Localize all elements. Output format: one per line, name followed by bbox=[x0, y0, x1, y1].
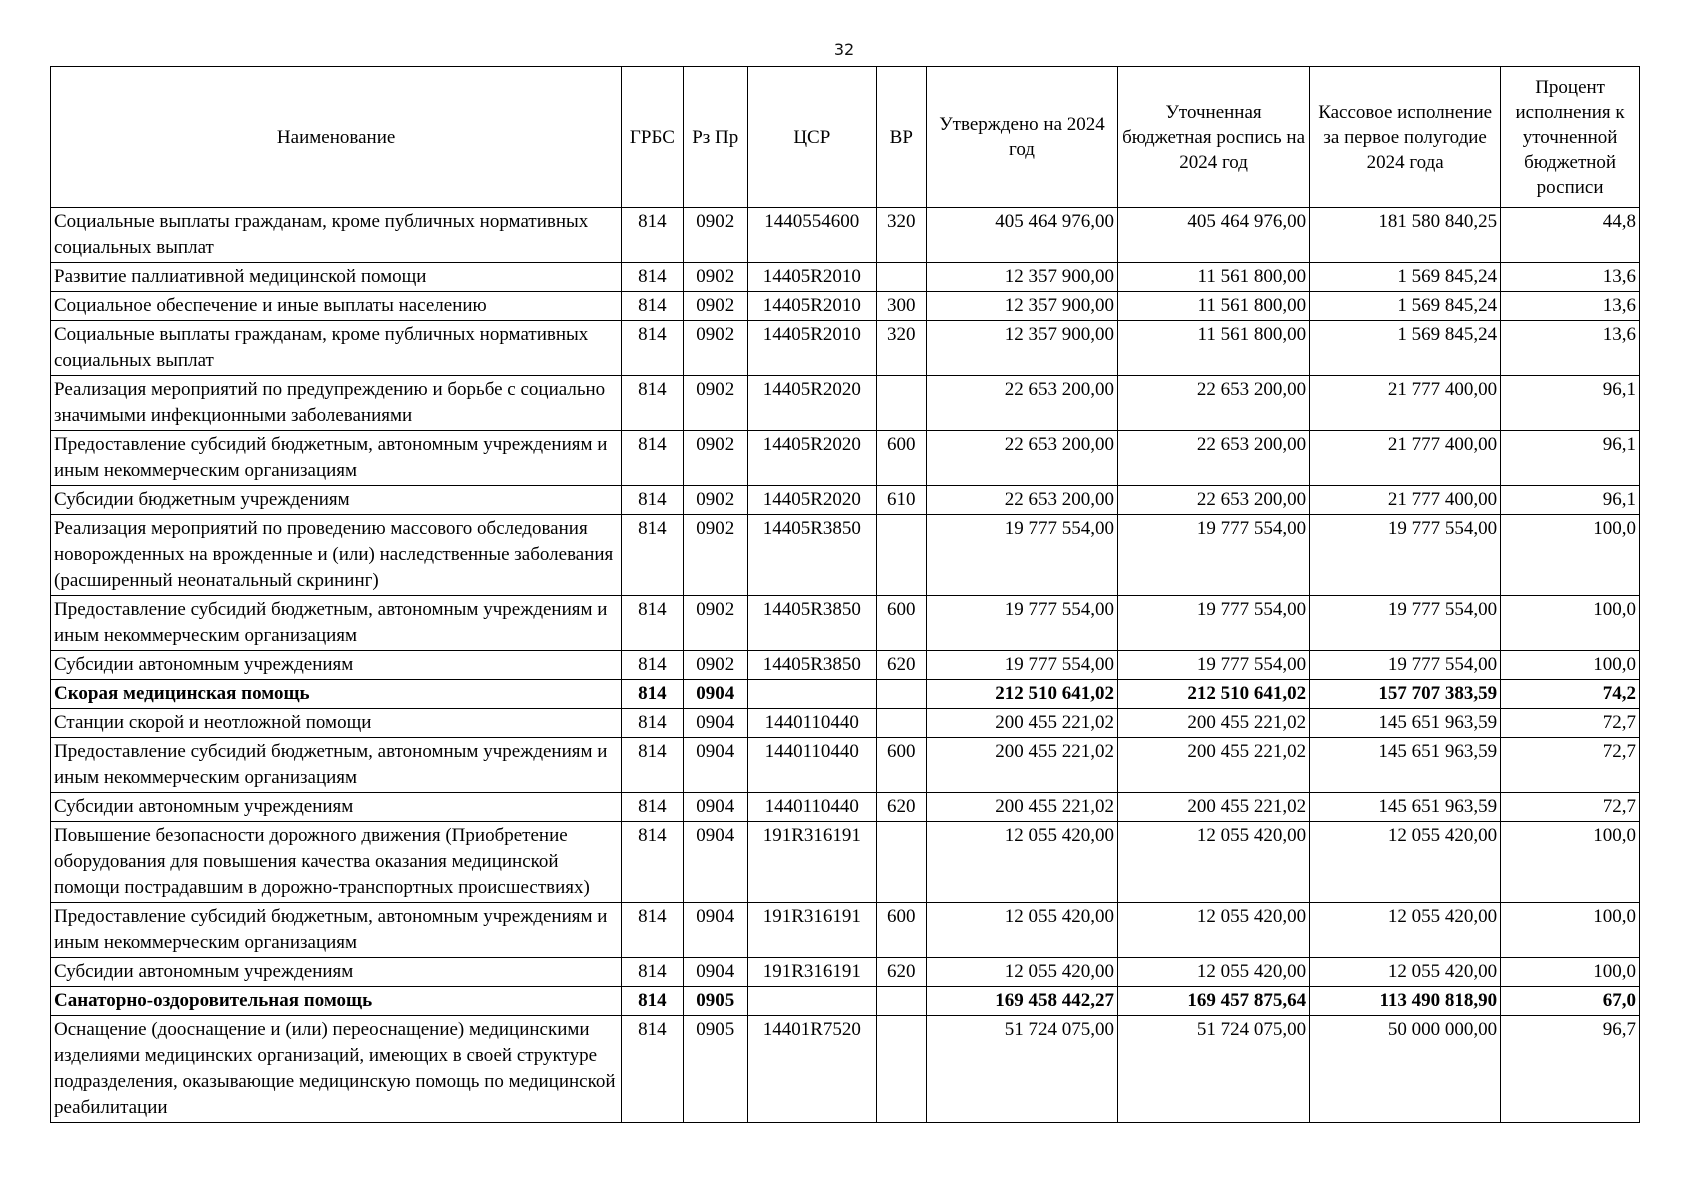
cell-approved: 12 357 900,00 bbox=[926, 292, 1117, 321]
cell-cash: 157 707 383,59 bbox=[1310, 680, 1501, 709]
cell-grbs: 814 bbox=[622, 680, 683, 709]
cell-percent: 96,1 bbox=[1501, 376, 1640, 431]
cell-approved: 12 357 900,00 bbox=[926, 321, 1117, 376]
cell-grbs: 814 bbox=[622, 793, 683, 822]
cell-cash: 21 777 400,00 bbox=[1310, 376, 1501, 431]
cell-cash: 1 569 845,24 bbox=[1310, 263, 1501, 292]
cell-vr bbox=[876, 263, 926, 292]
table-body bbox=[51, 208, 1640, 1123]
cell-csr: 14405R3850 bbox=[747, 515, 876, 596]
cell-grbs: 814 bbox=[622, 208, 683, 263]
cell-approved: 12 055 420,00 bbox=[926, 822, 1117, 903]
cell-approved: 51 724 075,00 bbox=[926, 1016, 1117, 1123]
cell-name: Предоставление субсидий бюджетным, автономным учреждениям и иным некоммерческим организациям bbox=[51, 596, 622, 651]
cell-percent: 100,0 bbox=[1501, 903, 1640, 958]
cell-rzpr: 0904 bbox=[683, 903, 747, 958]
cell-percent: 44,8 bbox=[1501, 208, 1640, 263]
cell-csr: 14405R3850 bbox=[747, 596, 876, 651]
col-header-vr: ВР bbox=[876, 67, 926, 208]
cell-name: Реализация мероприятий по проведению массового обследования новорожденных на врожденные и (или) наследственные заболевания (расширенный неонатальный скрининг) bbox=[51, 515, 622, 596]
cell-rzpr: 0902 bbox=[683, 376, 747, 431]
cell-grbs: 814 bbox=[622, 651, 683, 680]
cell-grbs: 814 bbox=[622, 596, 683, 651]
cell-percent: 72,7 bbox=[1501, 738, 1640, 793]
col-header-refined: Уточненная бюджетная роспись на 2024 год bbox=[1118, 67, 1310, 208]
cell-rzpr: 0902 bbox=[683, 431, 747, 486]
cell-cash: 19 777 554,00 bbox=[1310, 651, 1501, 680]
cell-vr: 600 bbox=[876, 596, 926, 651]
cell-name: Субсидии автономным учреждениям bbox=[51, 958, 622, 987]
cell-name: Субсидии автономным учреждениям bbox=[51, 651, 622, 680]
cell-percent: 74,2 bbox=[1501, 680, 1640, 709]
cell-rzpr: 0902 bbox=[683, 208, 747, 263]
cell-csr: 14405R2020 bbox=[747, 376, 876, 431]
cell-approved: 405 464 976,00 bbox=[926, 208, 1117, 263]
cell-vr bbox=[876, 680, 926, 709]
cell-name: Субсидии автономным учреждениям bbox=[51, 793, 622, 822]
cell-name: Социальные выплаты гражданам, кроме публичных нормативных социальных выплат bbox=[51, 208, 622, 263]
cell-grbs: 814 bbox=[622, 515, 683, 596]
cell-csr: 14405R2010 bbox=[747, 263, 876, 292]
cell-approved: 19 777 554,00 bbox=[926, 651, 1117, 680]
cell-cash: 50 000 000,00 bbox=[1310, 1016, 1501, 1123]
cell-approved: 169 458 442,27 bbox=[926, 987, 1117, 1016]
cell-grbs: 814 bbox=[622, 903, 683, 958]
cell-rzpr: 0904 bbox=[683, 738, 747, 793]
cell-percent: 100,0 bbox=[1501, 596, 1640, 651]
cell-percent: 96,1 bbox=[1501, 486, 1640, 515]
cell-refined: 19 777 554,00 bbox=[1118, 596, 1310, 651]
table-row bbox=[51, 651, 1640, 680]
cell-rzpr: 0905 bbox=[683, 987, 747, 1016]
cell-rzpr: 0902 bbox=[683, 263, 747, 292]
cell-approved: 19 777 554,00 bbox=[926, 596, 1117, 651]
cell-name: Повышение безопасности дорожного движения (Приобретение оборудования для повышения качества оказания медицинской помощи пострадавшим в дорожно-транспортных происшествиях) bbox=[51, 822, 622, 903]
cell-grbs: 814 bbox=[622, 431, 683, 486]
cell-csr: 14405R3850 bbox=[747, 651, 876, 680]
cell-csr: 191R316191 bbox=[747, 958, 876, 987]
cell-refined: 12 055 420,00 bbox=[1118, 903, 1310, 958]
cell-percent: 100,0 bbox=[1501, 958, 1640, 987]
cell-vr bbox=[876, 1016, 926, 1123]
cell-refined: 200 455 221,02 bbox=[1118, 793, 1310, 822]
table-row bbox=[51, 958, 1640, 987]
cell-vr bbox=[876, 709, 926, 738]
table-row bbox=[51, 431, 1640, 486]
table-row bbox=[51, 263, 1640, 292]
page-number: 32 bbox=[833, 40, 855, 59]
cell-name: Оснащение (дооснащение и (или) переоснащение) медицинскими изделиями медицинских организаций, имеющих в своей структуре подразделения, оказывающие медицинскую помощь по медицинской реабилитации bbox=[51, 1016, 622, 1123]
table-row bbox=[51, 738, 1640, 793]
cell-approved: 212 510 641,02 bbox=[926, 680, 1117, 709]
cell-cash: 21 777 400,00 bbox=[1310, 431, 1501, 486]
cell-csr: 1440110440 bbox=[747, 738, 876, 793]
cell-vr: 620 bbox=[876, 958, 926, 987]
cell-rzpr: 0904 bbox=[683, 822, 747, 903]
cell-rzpr: 0902 bbox=[683, 321, 747, 376]
cell-csr: 14405R2010 bbox=[747, 321, 876, 376]
table-row bbox=[51, 903, 1640, 958]
cell-vr: 320 bbox=[876, 321, 926, 376]
cell-vr: 620 bbox=[876, 793, 926, 822]
cell-grbs: 814 bbox=[622, 1016, 683, 1123]
cell-vr: 320 bbox=[876, 208, 926, 263]
cell-vr bbox=[876, 987, 926, 1016]
cell-refined: 51 724 075,00 bbox=[1118, 1016, 1310, 1123]
cell-cash: 145 651 963,59 bbox=[1310, 738, 1501, 793]
cell-name: Станции скорой и неотложной помощи bbox=[51, 709, 622, 738]
cell-vr: 600 bbox=[876, 903, 926, 958]
cell-refined: 22 653 200,00 bbox=[1118, 486, 1310, 515]
cell-cash: 21 777 400,00 bbox=[1310, 486, 1501, 515]
cell-csr: 191R316191 bbox=[747, 822, 876, 903]
cell-name: Скорая медицинская помощь bbox=[51, 680, 622, 709]
header-row bbox=[51, 67, 1640, 208]
cell-refined: 405 464 976,00 bbox=[1118, 208, 1310, 263]
table-row bbox=[51, 793, 1640, 822]
col-header-name: Наименование bbox=[51, 67, 622, 208]
table-row bbox=[51, 596, 1640, 651]
cell-percent: 100,0 bbox=[1501, 651, 1640, 680]
col-header-approved: Утверждено на 2024 год bbox=[926, 67, 1117, 208]
cell-refined: 11 561 800,00 bbox=[1118, 292, 1310, 321]
cell-csr: 14401R7520 bbox=[747, 1016, 876, 1123]
cell-csr bbox=[747, 987, 876, 1016]
cell-refined: 169 457 875,64 bbox=[1118, 987, 1310, 1016]
cell-vr: 610 bbox=[876, 486, 926, 515]
cell-grbs: 814 bbox=[622, 987, 683, 1016]
cell-percent: 13,6 bbox=[1501, 292, 1640, 321]
cell-rzpr: 0902 bbox=[683, 596, 747, 651]
table-row bbox=[51, 1016, 1640, 1123]
cell-name: Предоставление субсидий бюджетным, автономным учреждениям и иным некоммерческим организациям bbox=[51, 903, 622, 958]
cell-percent: 100,0 bbox=[1501, 515, 1640, 596]
cell-name: Санаторно-оздоровительная помощь bbox=[51, 987, 622, 1016]
cell-cash: 145 651 963,59 bbox=[1310, 709, 1501, 738]
cell-cash: 12 055 420,00 bbox=[1310, 822, 1501, 903]
table-row bbox=[51, 822, 1640, 903]
table-row bbox=[51, 292, 1640, 321]
cell-name: Предоставление субсидий бюджетным, автономным учреждениям и иным некоммерческим организациям bbox=[51, 738, 622, 793]
cell-approved: 22 653 200,00 bbox=[926, 431, 1117, 486]
cell-approved: 12 055 420,00 bbox=[926, 903, 1117, 958]
col-header-cash: Кассовое исполнение за первое полугодие 2024 года bbox=[1310, 67, 1501, 208]
cell-refined: 19 777 554,00 bbox=[1118, 651, 1310, 680]
col-header-grbs: ГРБС bbox=[622, 67, 683, 208]
col-header-percent: Процент исполнения к уточненной бюджетной росписи bbox=[1501, 67, 1640, 208]
cell-name: Социальные выплаты гражданам, кроме публичных нормативных социальных выплат bbox=[51, 321, 622, 376]
cell-csr: 14405R2010 bbox=[747, 292, 876, 321]
cell-cash: 19 777 554,00 bbox=[1310, 515, 1501, 596]
cell-csr: 14405R2020 bbox=[747, 486, 876, 515]
cell-vr bbox=[876, 822, 926, 903]
cell-percent: 67,0 bbox=[1501, 987, 1640, 1016]
cell-grbs: 814 bbox=[622, 486, 683, 515]
cell-rzpr: 0904 bbox=[683, 680, 747, 709]
table-row bbox=[51, 987, 1640, 1016]
col-header-rzpr: Рз Пр bbox=[683, 67, 747, 208]
cell-cash: 1 569 845,24 bbox=[1310, 321, 1501, 376]
cell-refined: 200 455 221,02 bbox=[1118, 738, 1310, 793]
cell-grbs: 814 bbox=[622, 738, 683, 793]
table-row bbox=[51, 515, 1640, 596]
table-row bbox=[51, 376, 1640, 431]
cell-grbs: 814 bbox=[622, 709, 683, 738]
cell-cash: 19 777 554,00 bbox=[1310, 596, 1501, 651]
cell-refined: 212 510 641,02 bbox=[1118, 680, 1310, 709]
cell-percent: 13,6 bbox=[1501, 263, 1640, 292]
table-row bbox=[51, 709, 1640, 738]
cell-name: Субсидии бюджетным учреждениям bbox=[51, 486, 622, 515]
cell-name: Социальное обеспечение и иные выплаты населению bbox=[51, 292, 622, 321]
cell-csr: 1440110440 bbox=[747, 793, 876, 822]
cell-grbs: 814 bbox=[622, 376, 683, 431]
cell-refined: 11 561 800,00 bbox=[1118, 321, 1310, 376]
table-row bbox=[51, 321, 1640, 376]
cell-csr: 1440110440 bbox=[747, 709, 876, 738]
table-row bbox=[51, 208, 1640, 263]
cell-refined: 19 777 554,00 bbox=[1118, 515, 1310, 596]
cell-approved: 22 653 200,00 bbox=[926, 486, 1117, 515]
cell-refined: 11 561 800,00 bbox=[1118, 263, 1310, 292]
cell-percent: 96,7 bbox=[1501, 1016, 1640, 1123]
cell-refined: 12 055 420,00 bbox=[1118, 822, 1310, 903]
cell-cash: 12 055 420,00 bbox=[1310, 903, 1501, 958]
cell-refined: 12 055 420,00 bbox=[1118, 958, 1310, 987]
cell-percent: 100,0 bbox=[1501, 822, 1640, 903]
cell-cash: 145 651 963,59 bbox=[1310, 793, 1501, 822]
cell-name: Реализация мероприятий по предупреждению и борьбе с социально значимыми инфекционными заболеваниями bbox=[51, 376, 622, 431]
cell-grbs: 814 bbox=[622, 263, 683, 292]
cell-vr bbox=[876, 376, 926, 431]
cell-approved: 200 455 221,02 bbox=[926, 738, 1117, 793]
cell-cash: 113 490 818,90 bbox=[1310, 987, 1501, 1016]
cell-percent: 72,7 bbox=[1501, 709, 1640, 738]
cell-grbs: 814 bbox=[622, 822, 683, 903]
cell-refined: 22 653 200,00 bbox=[1118, 376, 1310, 431]
cell-vr bbox=[876, 515, 926, 596]
cell-refined: 200 455 221,02 bbox=[1118, 709, 1310, 738]
budget-execution-table bbox=[50, 66, 1640, 1123]
cell-csr: 14405R2020 bbox=[747, 431, 876, 486]
cell-rzpr: 0902 bbox=[683, 651, 747, 680]
cell-approved: 12 357 900,00 bbox=[926, 263, 1117, 292]
cell-rzpr: 0902 bbox=[683, 486, 747, 515]
cell-grbs: 814 bbox=[622, 958, 683, 987]
cell-vr: 600 bbox=[876, 738, 926, 793]
cell-rzpr: 0902 bbox=[683, 292, 747, 321]
cell-cash: 1 569 845,24 bbox=[1310, 292, 1501, 321]
cell-name: Предоставление субсидий бюджетным, автономным учреждениям и иным некоммерческим организациям bbox=[51, 431, 622, 486]
table-row bbox=[51, 680, 1640, 709]
cell-percent: 96,1 bbox=[1501, 431, 1640, 486]
cell-grbs: 814 bbox=[622, 321, 683, 376]
cell-approved: 200 455 221,02 bbox=[926, 709, 1117, 738]
cell-rzpr: 0905 bbox=[683, 1016, 747, 1123]
cell-vr: 300 bbox=[876, 292, 926, 321]
cell-approved: 200 455 221,02 bbox=[926, 793, 1117, 822]
cell-cash: 181 580 840,25 bbox=[1310, 208, 1501, 263]
cell-csr: 191R316191 bbox=[747, 903, 876, 958]
cell-vr: 600 bbox=[876, 431, 926, 486]
cell-approved: 19 777 554,00 bbox=[926, 515, 1117, 596]
col-header-csr: ЦСР bbox=[747, 67, 876, 208]
cell-refined: 22 653 200,00 bbox=[1118, 431, 1310, 486]
cell-rzpr: 0904 bbox=[683, 709, 747, 738]
cell-csr: 1440554600 bbox=[747, 208, 876, 263]
table-row bbox=[51, 486, 1640, 515]
cell-cash: 12 055 420,00 bbox=[1310, 958, 1501, 987]
cell-name: Развитие паллиативной медицинской помощи bbox=[51, 263, 622, 292]
cell-percent: 13,6 bbox=[1501, 321, 1640, 376]
cell-percent: 72,7 bbox=[1501, 793, 1640, 822]
cell-rzpr: 0904 bbox=[683, 793, 747, 822]
cell-rzpr: 0902 bbox=[683, 515, 747, 596]
cell-vr: 620 bbox=[876, 651, 926, 680]
cell-grbs: 814 bbox=[622, 292, 683, 321]
cell-approved: 12 055 420,00 bbox=[926, 958, 1117, 987]
cell-rzpr: 0904 bbox=[683, 958, 747, 987]
cell-csr bbox=[747, 680, 876, 709]
cell-approved: 22 653 200,00 bbox=[926, 376, 1117, 431]
